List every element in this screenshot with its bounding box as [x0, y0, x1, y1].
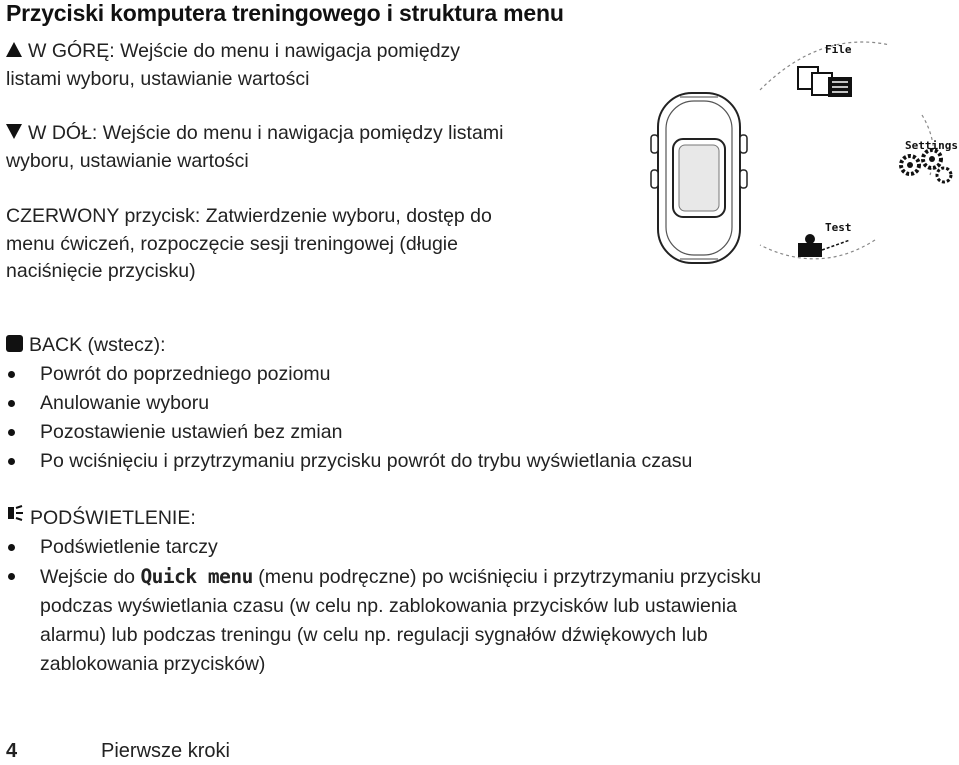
file-icon [798, 67, 852, 97]
diagram-label-file: File [825, 43, 852, 56]
backlight-icon [6, 503, 24, 531]
page-footer [6, 740, 230, 763]
page-number: 4 [6, 740, 18, 762]
list-item [6, 533, 761, 562]
list-item-text: Pozostawienie ustawień bez zmian [40, 421, 343, 443]
back-list [6, 360, 692, 476]
quick-menu-label: Quick menu [140, 565, 253, 588]
watch-icon [651, 93, 747, 263]
list-item-text: Anulowanie wyboru [40, 392, 210, 414]
bullet-icon [8, 458, 15, 465]
red-button-description [6, 203, 492, 286]
bullet-icon [8, 400, 15, 407]
quick-menu-text-line3: alarmu) lub podczas treningu (w celu np. regulacji sygnałów dźwiękowych lub [40, 624, 708, 646]
bullet-icon [8, 573, 15, 580]
section-name: Pierwsze kroki [101, 740, 230, 762]
quick-menu-text-line1: (menu podręczne) po wciśnięciu i przytrzymaniu przycisku [258, 566, 762, 588]
up-button-description [6, 38, 460, 93]
list-item-text: Podświetlenie tarczy [40, 536, 218, 558]
quick-menu-prefix: Wejście do [40, 566, 136, 588]
list-item-text: Po wciśnięciu i przytrzymaniu przycisku powrót do trybu wyświetlania czasu [40, 450, 693, 472]
up-text-line2: listami wyboru, ustawianie wartości [6, 67, 310, 90]
back-button-icon [6, 335, 23, 352]
back-heading-text: BACK (wstecz): [29, 334, 166, 356]
back-heading [6, 332, 166, 360]
arrow-down-icon [6, 124, 22, 139]
light-heading [6, 505, 196, 533]
list-item [6, 389, 692, 418]
down-text-line1: W DÓŁ: Wejście do menu i nawigacja pomiędzy listami [28, 122, 504, 144]
menu-diagram-graphic [640, 35, 959, 275]
red-text-line2: menu ćwiczeń, rozpoczęcie sesji treningowej (długie [6, 232, 458, 255]
list-item [6, 360, 692, 389]
list-item [6, 418, 692, 447]
menu-structure-diagram [640, 35, 959, 275]
diagram-label-test: Test [825, 221, 852, 234]
list-item [6, 447, 692, 476]
list-item [6, 562, 761, 679]
red-text-line3: naciśnięcie przycisku) [6, 260, 196, 282]
bullet-icon [8, 371, 15, 378]
list-item-text: Powrót do poprzedniego poziomu [40, 363, 331, 385]
light-list [6, 533, 761, 679]
diagram-label-settings: Settings [905, 139, 958, 152]
settings-gears-icon [901, 150, 951, 182]
page-title: Przyciski komputera treningowego i struktura menu [6, 0, 564, 26]
bullet-icon [8, 429, 15, 436]
red-text-line1: CZERWONY przycisk: Zatwierdzenie wyboru, dostęp do [6, 205, 492, 227]
quick-menu-text-line2: podczas wyświetlania czasu (w celu np. zablokowania przycisków lub ustawienia [40, 595, 737, 617]
arrow-up-icon [6, 42, 22, 57]
test-icon [798, 234, 850, 257]
up-text-line1: W GÓRĘ: Wejście do menu i nawigacja pomiędzy [28, 40, 461, 62]
quick-menu-text-line4: zablokowania przycisków) [40, 653, 266, 675]
down-button-description [6, 120, 503, 175]
light-heading-text: PODŚWIETLENIE: [30, 507, 196, 529]
bullet-icon [8, 544, 15, 551]
down-text-line2: wyboru, ustawianie wartości [6, 149, 249, 172]
